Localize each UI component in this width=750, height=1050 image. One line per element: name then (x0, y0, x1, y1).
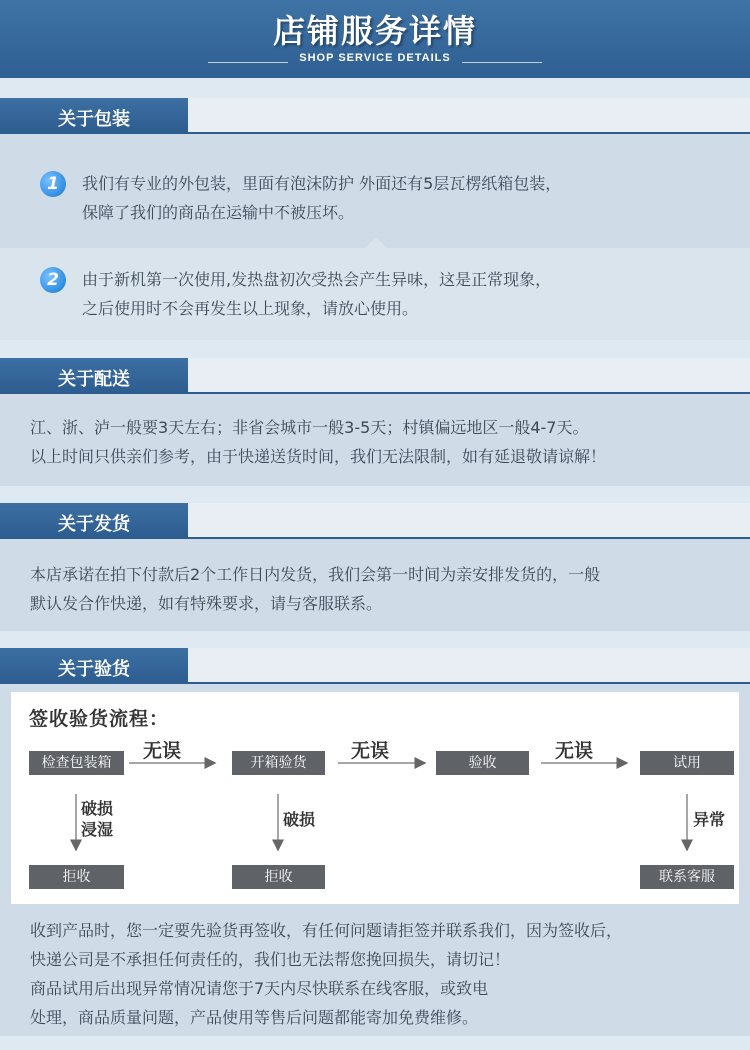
page-subtitle: SHOP SERVICE DETAILS (299, 52, 451, 64)
number-2-icon: 2 (40, 267, 66, 293)
result-reject-2: 拒收 (232, 865, 325, 889)
result-reject-1: 拒收 (29, 865, 124, 889)
step-accept: 验收 (436, 751, 529, 775)
section-title: 关于包装 (58, 109, 130, 130)
result-contact-service: 联系客服 (640, 865, 734, 889)
subtitle-rule-right (462, 62, 542, 63)
step-trial: 试用 (640, 751, 734, 775)
note-line-2: 快递公司是不承担任何责任的，我们也无法帮您挽回损失，请切记！ (30, 950, 511, 969)
packaging-item-2-panel (0, 248, 750, 340)
condition-wet: 浸湿 (81, 820, 114, 839)
header-banner (0, 0, 750, 78)
inspection-notes (30, 916, 735, 1032)
section-title: 关于配送 (58, 369, 130, 390)
condition-damaged-2: 破损 (283, 810, 316, 829)
ok-label-1: 无误 (143, 740, 182, 762)
ok-label-2: 无误 (351, 740, 390, 762)
note-line-4: 处理，商品质量问题，产品使用等售后问题都能寄加免费维修。 (30, 1008, 479, 1027)
shipping-line-2: 默认发合作快递，如有特殊要求，请与客服联系。 (30, 594, 383, 613)
number-1-icon: 1 (40, 171, 66, 197)
section-header-inspection (0, 648, 750, 684)
packaging-item-2-line-2: 之后使用时不会再发生以上现象，请放心使用。 (82, 299, 419, 318)
packaging-item-1-line-2: 保障了我们的商品在运输中不被压坏。 (82, 203, 355, 222)
packaging-item-2-line-1: 由于新机第一次使用,发热盘初次受热会产生异味，这是正常现象， (82, 270, 552, 289)
section-header-packaging (0, 98, 750, 134)
condition-abnormal: 异常 (693, 810, 726, 829)
panel-notch (365, 237, 387, 248)
shipping-line-1: 本店承诺在拍下付款后2个工作日内发货，我们会第一时间为亲安排发货的，一般 (30, 565, 601, 584)
section-header-delivery (0, 358, 750, 394)
delivery-line-1: 江、浙、泸一般要3天左右；非省会城市一般3-5天；村镇偏远地区一般4-7天。 (30, 418, 589, 437)
section-header-shipping (0, 503, 750, 539)
condition-damaged-1: 破损 (81, 799, 114, 818)
section-title: 关于验货 (58, 659, 130, 680)
flow-title: 签收验货流程： (29, 708, 170, 730)
packaging-item-1-panel (0, 134, 750, 248)
note-line-1: 收到产品时，您一定要先验货再签收，有任何问题请拒签并联系我们，因为签收后， (30, 921, 623, 940)
delivery-line-2: 以上时间只供亲们参考，由于快递送货时间，我们无法限制，如有延退敬请谅解！ (30, 447, 607, 466)
section-title: 关于发货 (58, 514, 130, 535)
step-open-box: 开箱验货 (232, 751, 325, 775)
step-check-box: 检查包装箱 (29, 751, 124, 775)
inspection-flow-chart (11, 692, 739, 904)
note-line-3: 商品试用后出现异常情况请您于7天内尽快联系在线客服，或致电 (30, 979, 489, 998)
delivery-panel (0, 394, 750, 486)
packaging-item-1-line-1: 我们有专业的外包装，里面有泡沫防护 外面还有5层瓦楞纸箱包装， (82, 174, 562, 193)
ok-label-3: 无误 (555, 740, 594, 762)
shipping-panel (0, 539, 750, 631)
page-title: 店铺服务详情 (272, 12, 477, 50)
